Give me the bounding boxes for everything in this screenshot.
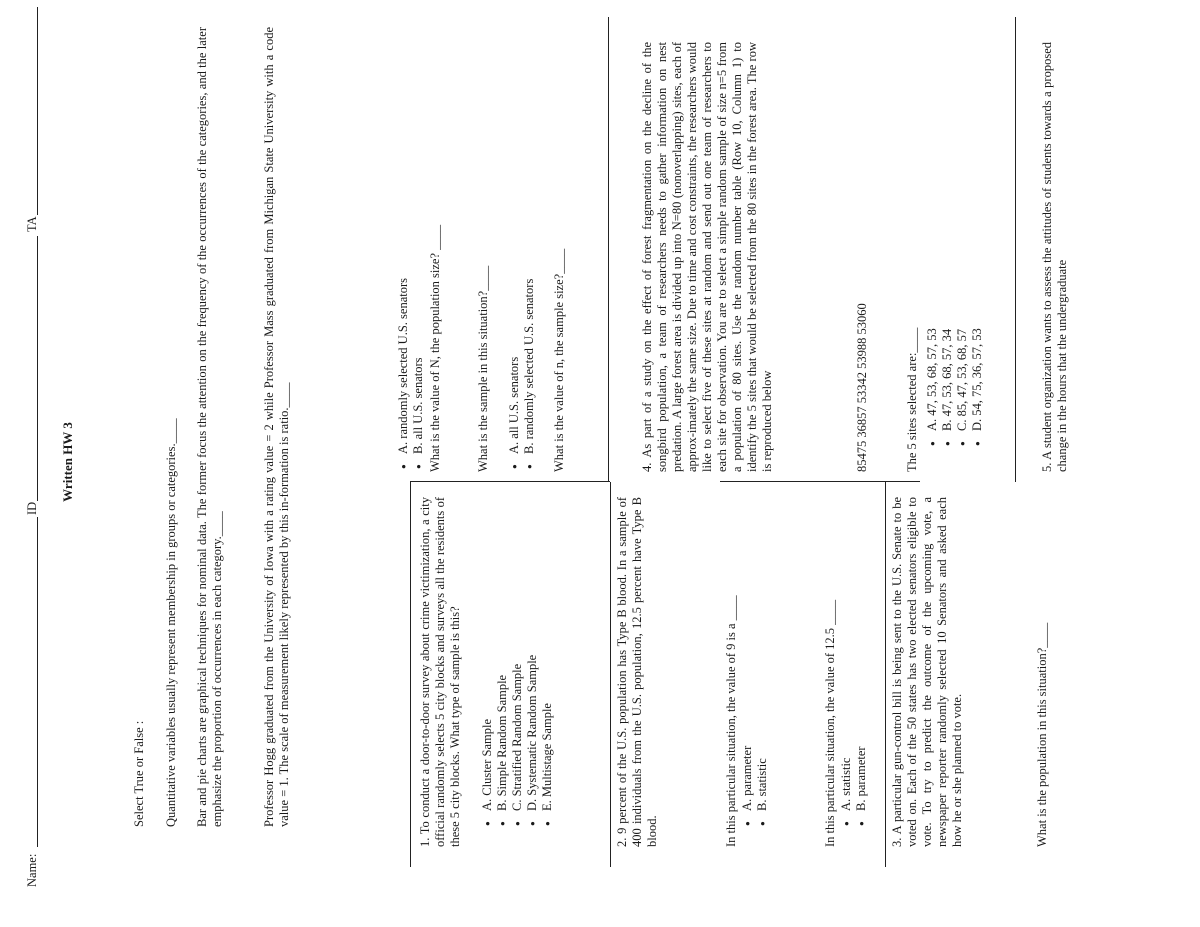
q3-sample-option[interactable]: ● B. randomly selected U.S. senators [522,132,537,472]
q1-option[interactable]: ● B. Simple Random Sample [495,509,510,829]
rule-col1-q2-bottom [885,482,886,867]
q2-question: 2. 9 percent of the U.S. population has Type B blood. In a sample of 400 individuals from the U.S. population, 12.5 percent have Type B blood. [615,497,659,847]
q1-option[interactable]: ● E. Multistage Sample [540,509,555,829]
true-false-heading: Select True or False : [132,720,146,827]
q2-part1-option[interactable]: ● A. parameter [740,529,755,829]
q3-sample-prompt: What is the sample in this situation?____ [476,265,490,472]
rule-col1-top [410,482,411,867]
id-blank[interactable] [25,236,38,501]
rule-col2-q4-bottom [1015,17,1016,482]
rule-col1-q1-bottom [610,482,611,867]
q4-option[interactable]: ● C. 85, 47, 53, 68, 57 [955,149,970,449]
ta-label: TA [25,216,39,232]
q2-part2-option[interactable]: ● A. statistic [839,529,854,829]
q4-options [925,149,985,449]
q3-n-prompt: What is the value of n, the sample size?____ [552,248,566,472]
rule-col-divider-1 [410,481,610,482]
id-label: ID [25,501,39,515]
tf-item-1: Quantitative variables usually represent membership in groups or categories.____ [164,418,178,827]
q4-random-row: 85475 36857 53342 53988 53060 [855,303,869,472]
q2-part2-option[interactable]: ● B. parameter [854,529,869,829]
q4-option[interactable]: ● B. 47, 53, 68, 57, 34 [940,149,955,449]
q1-option[interactable]: ● A. Cluster Sample [480,509,495,829]
q4-prompt: The 5 sites selected are:____ [905,327,919,472]
q1-option[interactable]: ● C. Stratified Random Sample [510,509,525,829]
q3-population-option[interactable]: ● A. randomly selected U.S. senators [396,132,411,472]
q3-sample-options [507,132,537,472]
q3-sample-option[interactable]: ● A. all U.S. senators [507,132,522,472]
header-line [25,7,41,887]
q2-part2-options [839,529,869,829]
page-title: Written HW 3 [60,422,75,502]
name-label: Name: [25,853,39,887]
q4-question: 4. As part of a study on the effect of forest fragmentation on the decline of the songbird population, a team of researchers needs to gather information on nest predation. A large forest area is divided up into N=80 (nonoverlapping) sites, each of approx-imately the same size. Due to time and cost constraints, the researchers would like to select five of these sites at random and send out one team of researchers to each site for observation. You are to select a simple random sample of size n=5 from a population of 80 sites. Use the random number table (Row 10, Column 1) to identify the 5 sites that would be selected from the 80 sites in the forest area. The row is reproduced below [640,42,774,472]
ta-blank[interactable] [25,7,38,215]
tf-item-3: Professor Hogg graduated from the University of Iowa with a rating value = 2 while Professor Mass graduated from Michigan State University with a code value = 1. The scale of measurement likely represented by this in-formation is ratio.____ [262,27,291,827]
q4-option[interactable]: ● A. 47, 53, 68, 57, 53 [925,149,940,449]
q3-question: 3. A particular gun-control bill is being sent to the U.S. Senate to be voted on. Each of the 50 states has two elected senators eligible to vote. To try to predict the outcome of the upcoming vote, a newspaper reporter randomly selected 10 Senators and asked each how he or she planned to vote. [890,497,964,847]
tf-item-2: Bar and pie charts are graphical techniques for nominal data. The former focus the attention on the frequency of the occurrences of the categories, and the later emphasize the proportion of occurrences in each category.____ [195,27,224,827]
rule-col2-top [608,17,609,482]
q1-options [480,509,555,829]
q3-population-prompt: What is the population in this situation?____ [1035,622,1049,847]
q2-part1-option[interactable]: ● B. statistic [755,529,770,829]
q3-N-prompt: What is the value of N, the population size? ____ [428,224,442,472]
q4-option[interactable]: ● D. 54, 75, 36, 57, 53 [970,149,985,449]
name-blank[interactable] [25,517,38,847]
q2-part1: In this particular situation, the value of 9 is a ____ [724,595,738,847]
q3-population-options [396,132,426,472]
q1-option[interactable]: ● D. Systematic Random Sample [525,509,540,829]
q2-part2: In this particular situation, the value of 12.5 ____ [823,599,837,847]
q5-question: 5. A student organization wants to assess the attitudes of students towards a proposed change in the hours that the undergraduate [1040,42,1069,472]
q1-question: 1. To conduct a door-to-door survey about crime victimization, a city official randomly selects 5 city blocks and surveys all the residents of these 5 city blocks. What type of sample is this? [418,497,462,847]
q2-part1-options [740,529,770,829]
rule-col-divider-2 [720,481,920,482]
q3-population-option[interactable]: ● B. all U.S. senators [411,132,426,472]
